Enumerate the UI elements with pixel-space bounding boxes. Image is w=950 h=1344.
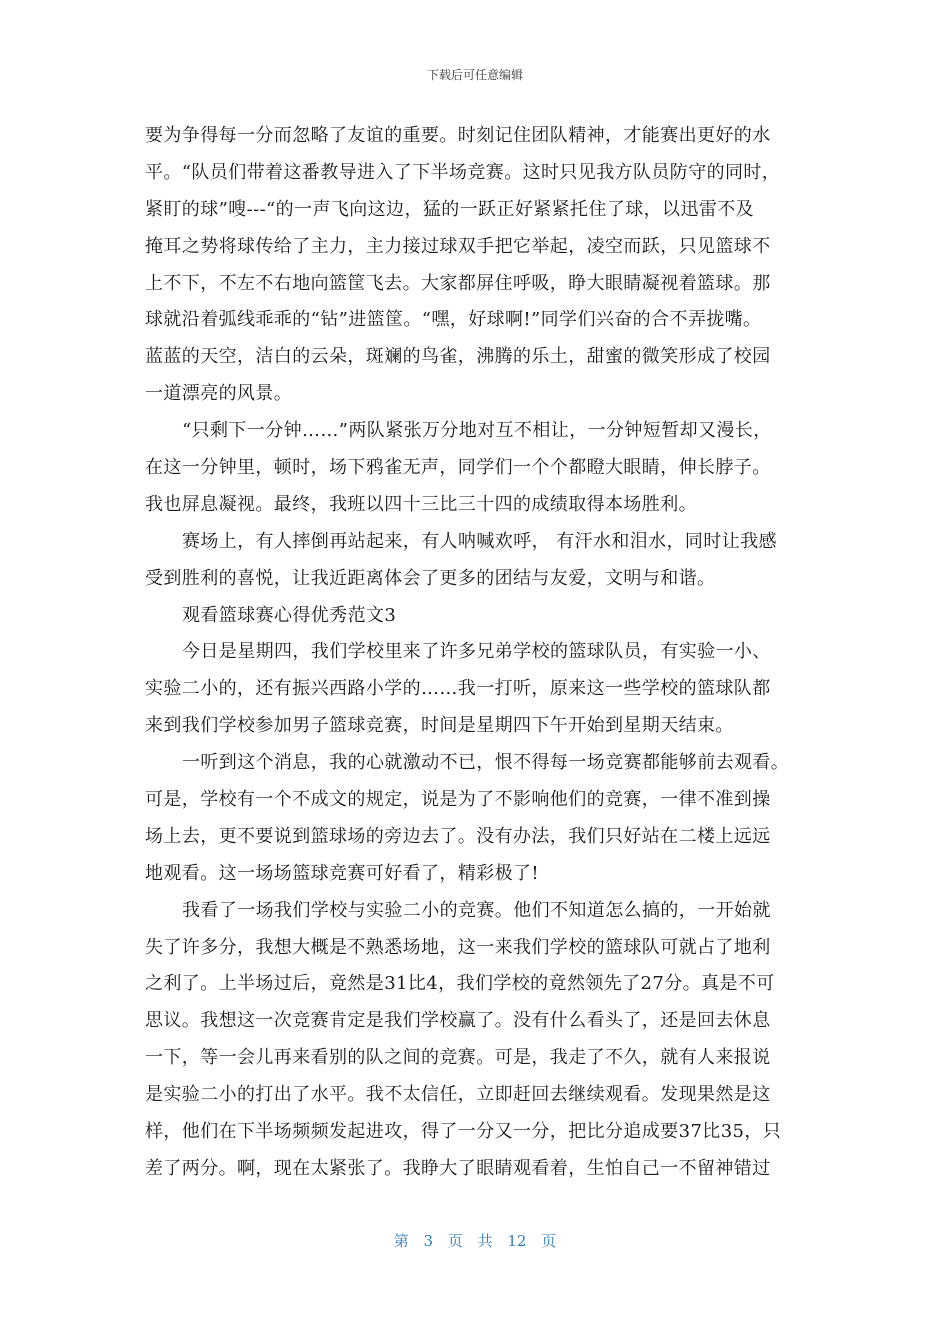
text-line: 可是，学校有一个不成文的规定，说是为了不影响他们的竞赛，一律不准到操 <box>145 789 771 811</box>
text-line: 样，他们在下半场频频发起进攻，得了一分又一分，把比分追成要37比35，只 <box>145 1121 782 1143</box>
text-line: 今日是星期四，我们学校里来了许多兄弟学校的篮球队员，有实验一小、 <box>182 641 771 663</box>
text-line: 蓝蓝的天空，洁白的云朵，斑斓的鸟雀，沸腾的乐土，甜蜜的微笑形成了校园 <box>145 346 771 368</box>
text-line: 是实验二小的打出了水平。我不太信任，立即赶回去继续观看。发现果然是这 <box>145 1084 771 1106</box>
page-number-footer: 第 3 页 共 12 页 <box>393 1232 557 1250</box>
page-header: 下载后可任意编辑 <box>426 68 523 82</box>
text-line: 一道漂亮的风景。 <box>145 383 293 405</box>
text-line: 平。“队员们带着这番教导进入了下半场竞赛。这时只见我方队员防守的同时， <box>145 161 781 183</box>
text-line: 差了两分。啊，现在太紧张了。我睁大了眼睛观看着，生怕自己一不留神错过 <box>145 1157 771 1179</box>
text-line: 掩耳之势将球传给了主力，主力接过球双手把它举起，凌空而跃，只见篮球不 <box>145 235 771 257</box>
text-line: 我也屏息凝视。最终，我班以四十三比三十四的成绩取得本场胜利。 <box>145 493 697 515</box>
text-line: 受到胜利的喜悦，让我近距离体会了更多的团结与友爱，文明与和谐。 <box>145 567 716 589</box>
text-line: 之利了。上半场过后，竟然是31比4，我们学校的竟然领先了27分。真是不可 <box>145 973 775 995</box>
text-line: 场上去，更不要说到篮球场的旁边去了。没有办法，我们只好站在二楼上远远 <box>145 825 771 847</box>
text-line: 一下，等一会儿再来看别的队之间的竞赛。可是，我走了不久，就有人来报说 <box>145 1047 771 1069</box>
text-line: 失了许多分，我想大概是不熟悉场地，这一来我们学校的篮球队可就占了地利 <box>145 936 771 958</box>
document-body <box>145 118 825 1188</box>
text-line: 地观看。这一场场篮球竞赛可好看了，精彩极了! <box>145 862 540 884</box>
text-line: 紧盯的球”嗖---“的一声飞向这边，猛的一跃正好紧紧托住了球，以迅雷不及 <box>145 198 755 220</box>
text-line: 球就沿着弧线乖乖的“钻”进篮筐。“嘿，好球啊!”同学们兴奋的合不弄拢嘴。 <box>145 309 762 331</box>
text-line: 上不下，不左不右地向篮筐飞去。大家都屏住呼吸，睁大眼睛凝视着篮球。那 <box>145 272 771 294</box>
text-line: “只剩下一分钟……”两队紧张万分地对互不相让，一分钟短暂却又漫长， <box>182 420 772 442</box>
text-line: 来到我们学校参加男子篮球竞赛，时间是星期四下午开始到星期天结束。 <box>145 715 734 737</box>
text-line: 观看篮球赛心得优秀范文3 <box>182 604 397 626</box>
text-line: 思议。我想这一次竞赛肯定是我们学校赢了。没有什么看头了，还是回去休息 <box>145 1010 771 1032</box>
text-line: 要为争得每一分而忽略了友谊的重要。时刻记住团队精神，才能赛出更好的水 <box>145 125 771 146</box>
text-line: 一听到这个消息，我的心就激动不已，恨不得每一场竞赛都能够前去观看。 <box>182 752 790 774</box>
text-line: 在这一分钟里，顿时，场下鸦雀无声，同学们一个个都瞪大眼睛，伸长脖子。 <box>145 457 771 479</box>
text-line: 我看了一场我们学校与实验二小的竞赛。他们不知道怎么搞的，一开始就 <box>182 899 771 921</box>
text-line: 实验二小的，还有振兴西路小学的……我一打听，原来这一些学校的篮球队都 <box>145 678 771 700</box>
text-line: 赛场上，有人摔倒再站起来，有人呐喊欢呼， 有汗水和泪水，同时让我感 <box>182 530 777 552</box>
